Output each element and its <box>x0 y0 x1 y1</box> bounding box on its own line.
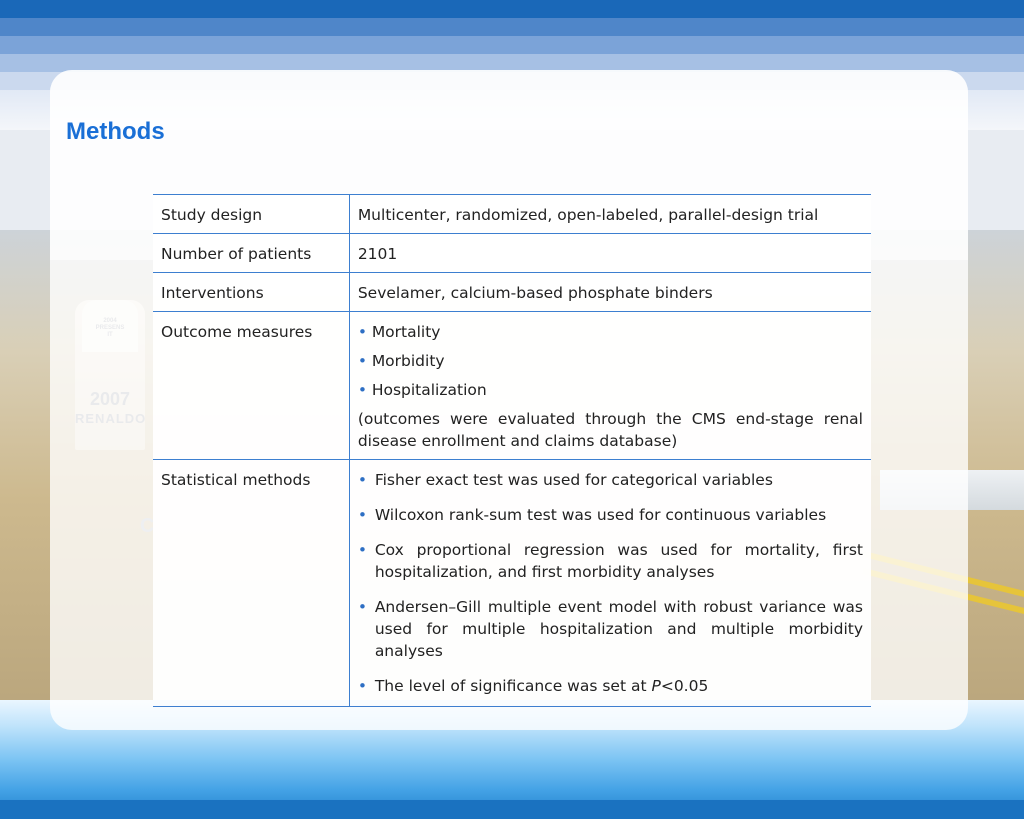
list-item: • Andersen–Gill multiple event model with robust variance was used for multiple hospitalization and multiple morbidity analyses <box>358 596 863 662</box>
row-label: Study design <box>153 195 349 234</box>
significance-threshold: <0.05 <box>660 677 709 695</box>
methods-table <box>153 194 871 707</box>
list-item: • Wilcoxon rank-sum test was used for continuous variables <box>358 504 863 526</box>
row-label: Outcome measures <box>153 312 349 460</box>
row-value: Multicenter, randomized, open-labeled, parallel-design trial <box>349 195 871 234</box>
row-value <box>349 460 871 707</box>
list-item: • Morbidity <box>358 350 863 372</box>
stripe <box>0 0 1024 18</box>
p-symbol: P <box>651 677 661 695</box>
list-item: • Cox proportional regression was used for mortality, first hospitalization, and first morbidity analyses <box>358 539 863 583</box>
row-value: 2101 <box>349 234 871 273</box>
row-label: Statistical methods <box>153 460 349 707</box>
list-item <box>358 675 863 697</box>
row-value <box>349 312 871 460</box>
methods-table-container <box>153 194 871 700</box>
list-item: • Hospitalization <box>358 379 863 401</box>
list-item: • Fisher exact test was used for categorical variables <box>358 469 863 491</box>
outcome-note: (outcomes were evaluated through the CMS end-stage renal disease enrollment and claims database) <box>357 410 863 450</box>
significance-text: The level of significance was set at <box>374 677 652 695</box>
row-label: Interventions <box>153 273 349 312</box>
bottom-dark-stripe <box>0 800 1024 819</box>
statistical-methods-list <box>358 469 863 697</box>
stripe <box>0 36 1024 54</box>
table-row <box>153 460 871 707</box>
table-row <box>153 312 871 460</box>
row-value: Sevelamer, calcium-based phosphate binders <box>349 273 871 312</box>
table-row <box>153 234 871 273</box>
table-row <box>153 273 871 312</box>
list-item: • Mortality <box>358 321 863 343</box>
row-label: Number of patients <box>153 234 349 273</box>
table-row <box>153 195 871 234</box>
outcome-list <box>358 321 863 401</box>
stripe <box>0 18 1024 36</box>
slide-title: Methods <box>66 118 165 145</box>
